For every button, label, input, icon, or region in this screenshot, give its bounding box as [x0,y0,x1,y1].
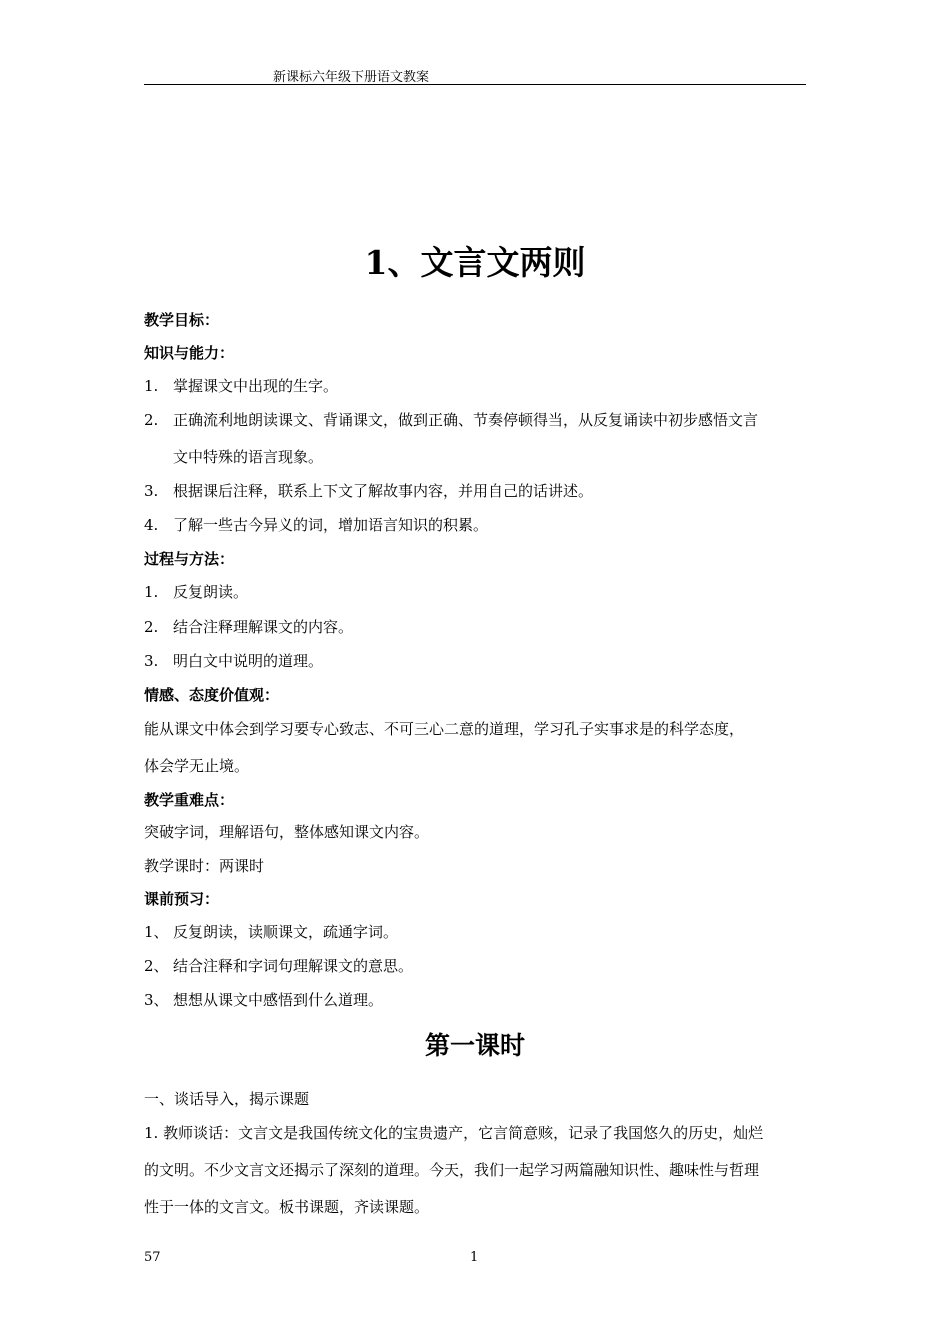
list-item: 3. 明白文中说明的道理。 [144,652,324,670]
footer-left-number: 57 [144,1250,161,1265]
header-rule [144,84,806,85]
list-item: 2、 结合注释和字词句理解课文的意思。 [144,957,414,975]
lesson-title: 第一课时 [424,1031,525,1060]
page-number: 1 [470,1250,479,1265]
header-text: 新课标六年级下册语文教案 [273,70,430,85]
list-item: 1. 反复朗读。 [144,583,249,601]
paragraph-line: 1. 教师谈话：文言文是我国传统文化的宝贵遗产，它言简意赅，记录了我国悠久的历史，灿烂 [144,1124,764,1142]
emotion-text-line2: 体会学无止境。 [144,757,250,775]
paragraph-line: 性于一体的文言文。板书课题，齐读课题。 [144,1198,430,1216]
list-item: 3、 想想从课文中感悟到什么道理。 [144,991,384,1009]
preview-heading: 课前预习： [144,890,220,908]
list-item-continuation: 文中特殊的语言现象。 [173,448,324,466]
key-points-text: 突破字词，理解语句，整体感知课文内容。 [144,823,430,841]
list-item: 1. 掌握课文中出现的生字。 [144,377,339,395]
objectives-heading: 教学目标： [144,311,220,329]
knowledge-heading: 知识与能力： [144,344,235,362]
paragraph-line: 的文明。不少文言文还揭示了深刻的道理。今天，我们一起学习两篇融知识性、趣味性与哲理 [144,1161,760,1179]
list-item: 1、 反复朗读，读顺课文，疏通字词。 [144,923,399,941]
emotion-text-line1: 能从课文中体会到学习要专心致志、不可三心二意的道理，学习孔子实事求是的科学态度， [144,720,745,738]
list-item: 3. 根据课后注释，联系上下文了解故事内容，并用自己的话讲述。 [144,482,594,500]
list-item: 4. 了解一些古今异义的词，增加语言知识的积累。 [144,516,489,534]
class-hours: 教学课时：两课时 [144,857,265,875]
section-heading: 一、谈话导入，揭示课题 [144,1090,310,1108]
list-item: 2. 结合注释理解课文的内容。 [144,618,354,636]
page-title: 1、文言文两则 [364,243,586,282]
list-item: 2. 正确流利地朗读课文、背诵课文，做到正确、节奏停顿得当，从反复诵读中初步感悟文言 [144,411,759,429]
process-heading: 过程与方法： [144,550,235,568]
emotion-heading: 情感、态度价值观： [144,686,280,704]
key-points-heading: 教学重难点： [144,791,235,809]
